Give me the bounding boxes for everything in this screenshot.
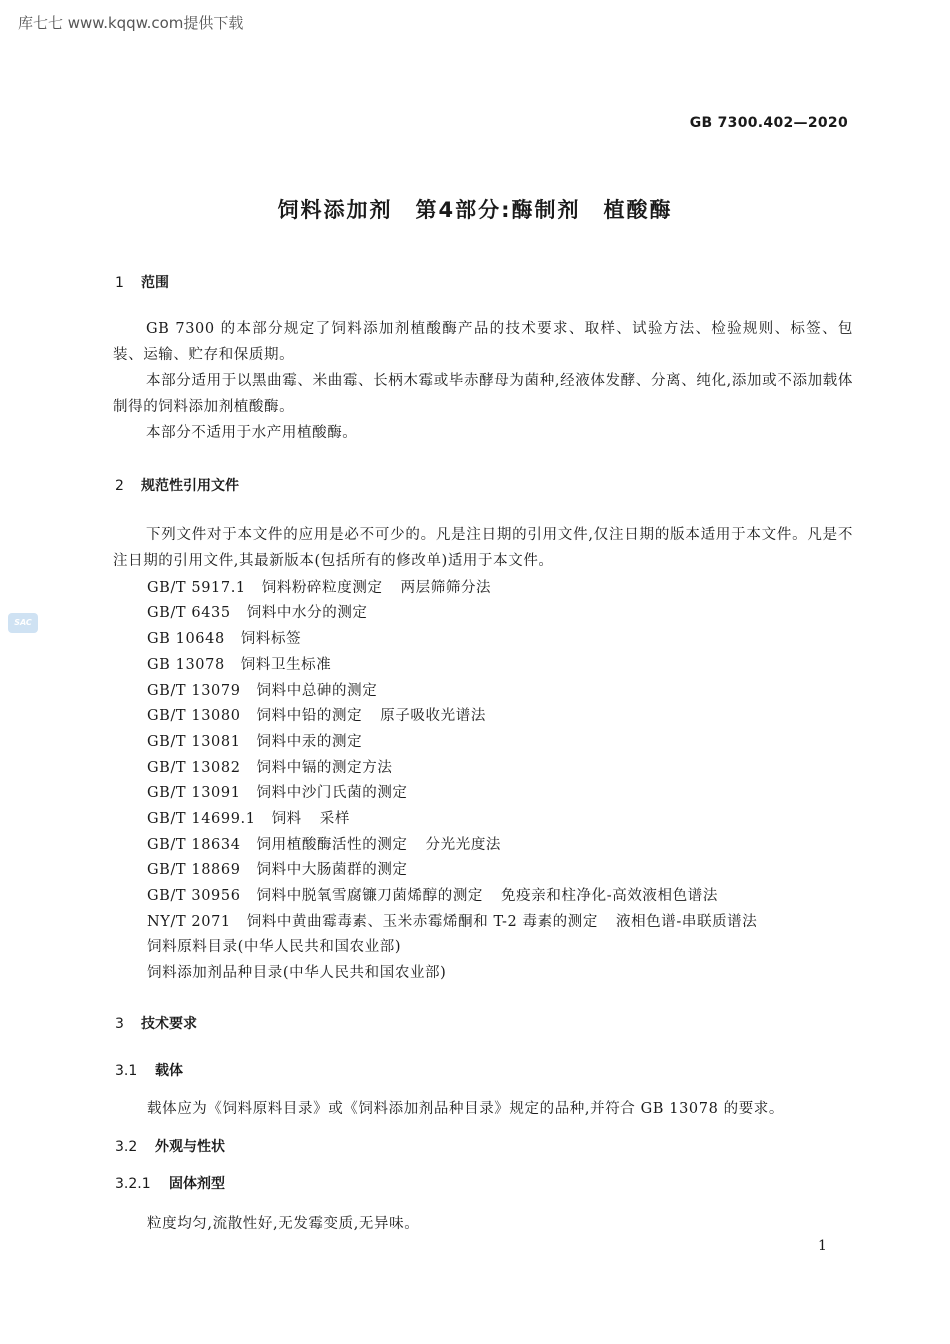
section-heading-carrier xyxy=(115,1060,183,1080)
section-number: 3.2 xyxy=(115,1139,138,1155)
carrier-paragraph: 载体应为《饲料原料目录》或《饲料添加剂品种目录》规定的品种,并符合 GB 13078 的要求。 xyxy=(147,1101,784,1117)
reference-code: GB/T 13082 xyxy=(147,760,241,776)
reference-item xyxy=(147,679,377,700)
reference-title: 饲料中总砷的测定 xyxy=(256,683,378,699)
reference-subtitle: 两层筛筛分法 xyxy=(400,580,492,596)
reference-code: GB/T 13079 xyxy=(147,683,241,699)
reference-code: GB 13078 xyxy=(147,657,225,673)
reference-title: 饲料标签 xyxy=(240,631,302,647)
reference-subtitle: 原子吸收光谱法 xyxy=(380,708,486,724)
section-number: 2 xyxy=(115,478,124,494)
reference-subtitle: 液相色谱-串联质谱法 xyxy=(615,914,758,930)
reference-code: GB/T 18634 xyxy=(147,837,241,853)
references-intro xyxy=(113,522,853,574)
section-title: 载体 xyxy=(155,1063,183,1079)
watermark-text: 库七七 www.kqqw.com提供下载 xyxy=(18,14,244,32)
reference-title: 饲料添加剂品种目录(中华人民共和国农业部) xyxy=(147,965,447,981)
reference-title: 饲料中脱氧雪腐镰刀菌烯醇的测定 xyxy=(256,888,484,904)
reference-item xyxy=(147,781,408,802)
section-heading-scope xyxy=(115,272,169,292)
reference-code: GB/T 14699.1 xyxy=(147,811,256,827)
solid-form-paragraph: 粒度均匀,流散性好,无发霉变质,无异味。 xyxy=(147,1216,420,1232)
reference-item xyxy=(147,807,350,828)
page-number: 1 xyxy=(818,1238,827,1254)
section-title: 技术要求 xyxy=(141,1016,197,1032)
reference-item xyxy=(147,704,486,725)
section-heading-solid-form xyxy=(115,1173,225,1193)
reference-title: 饲料原料目录(中华人民共和国农业部) xyxy=(147,939,402,955)
section-number: 3.1 xyxy=(115,1063,138,1079)
reference-item xyxy=(147,576,491,597)
document-title: 饲料添加剂 第4部分:酶制剂 植酸酶 xyxy=(277,198,673,222)
reference-title: 饲料中汞的测定 xyxy=(256,734,363,750)
reference-item xyxy=(147,627,301,648)
reference-title: 饲料中黄曲霉毒素、玉米赤霉烯酮和 T-2 毒素的测定 xyxy=(246,914,598,930)
reference-item xyxy=(147,756,392,777)
reference-code: GB/T 13080 xyxy=(147,708,241,724)
reference-code: GB/T 13091 xyxy=(147,785,241,801)
reference-item xyxy=(147,884,718,905)
paragraph: 本部分适用于以黑曲霉、米曲霉、长柄木霉或毕赤酵母为菌种,经液体发酵、分离、纯化,添加或不添加载体制得的饲料添加剂植酸酶。 xyxy=(113,373,853,415)
reference-title: 饲料中铅的测定 xyxy=(256,708,363,724)
reference-item xyxy=(147,730,362,751)
reference-title: 饲用植酸酶活性的测定 xyxy=(256,837,408,853)
reference-item xyxy=(147,935,401,956)
reference-item xyxy=(147,653,331,674)
reference-code: GB/T 6435 xyxy=(147,605,231,621)
reference-code: NY/T 2071 xyxy=(147,914,231,930)
reference-subtitle: 免疫亲和柱净化-高效液相色谱法 xyxy=(501,888,718,904)
scope-paragraphs xyxy=(113,316,853,446)
section-title: 范围 xyxy=(141,275,169,291)
section-heading-normative-references xyxy=(115,475,239,495)
paragraph: GB 7300 的本部分规定了饲料添加剂植酸酶产品的技术要求、取样、试验方法、检验规则、标签、包装、运输、贮存和保质期。 xyxy=(113,321,853,363)
section-number: 1 xyxy=(115,275,124,291)
reference-title: 饲料卫生标准 xyxy=(240,657,332,673)
section-title: 规范性引用文件 xyxy=(141,478,239,494)
section-number: 3.2.1 xyxy=(115,1176,151,1192)
reference-code: GB/T 30956 xyxy=(147,888,241,904)
section-title: 外观与性状 xyxy=(155,1139,225,1155)
reference-title: 饲料粉碎粒度测定 xyxy=(261,580,383,596)
standard-number: GB 7300.402—2020 xyxy=(689,115,848,131)
reference-title: 饲料中沙门氏菌的测定 xyxy=(256,785,408,801)
reference-title: 饲料 xyxy=(271,811,302,827)
reference-item xyxy=(147,601,368,622)
reference-code: GB/T 5917.1 xyxy=(147,580,246,596)
reference-item xyxy=(147,961,446,982)
paragraph: 本部分不适用于水产用植酸酶。 xyxy=(146,425,358,441)
reference-title: 饲料中大肠菌群的测定 xyxy=(256,862,408,878)
sac-logo: SAC xyxy=(8,613,38,633)
reference-item xyxy=(147,833,501,854)
section-heading-technical-requirements xyxy=(115,1013,197,1033)
section-heading-appearance xyxy=(115,1136,225,1156)
reference-code: GB/T 18869 xyxy=(147,862,241,878)
reference-code: GB/T 13081 xyxy=(147,734,241,750)
reference-subtitle: 采样 xyxy=(319,811,350,827)
reference-item xyxy=(147,858,408,879)
paragraph: 下列文件对于本文件的应用是必不可少的。凡是注日期的引用文件,仅注日期的版本适用于本文件。凡是不注日期的引用文件,其最新版本(包括所有的修改单)适用于本文件。 xyxy=(113,527,853,569)
section-title: 固体剂型 xyxy=(169,1176,225,1192)
reference-code: GB 10648 xyxy=(147,631,225,647)
reference-item xyxy=(147,910,757,931)
reference-title: 饲料中水分的测定 xyxy=(246,605,368,621)
section-number: 3 xyxy=(115,1016,124,1032)
reference-title: 饲料中镉的测定方法 xyxy=(256,760,393,776)
reference-subtitle: 分光光度法 xyxy=(425,837,502,853)
